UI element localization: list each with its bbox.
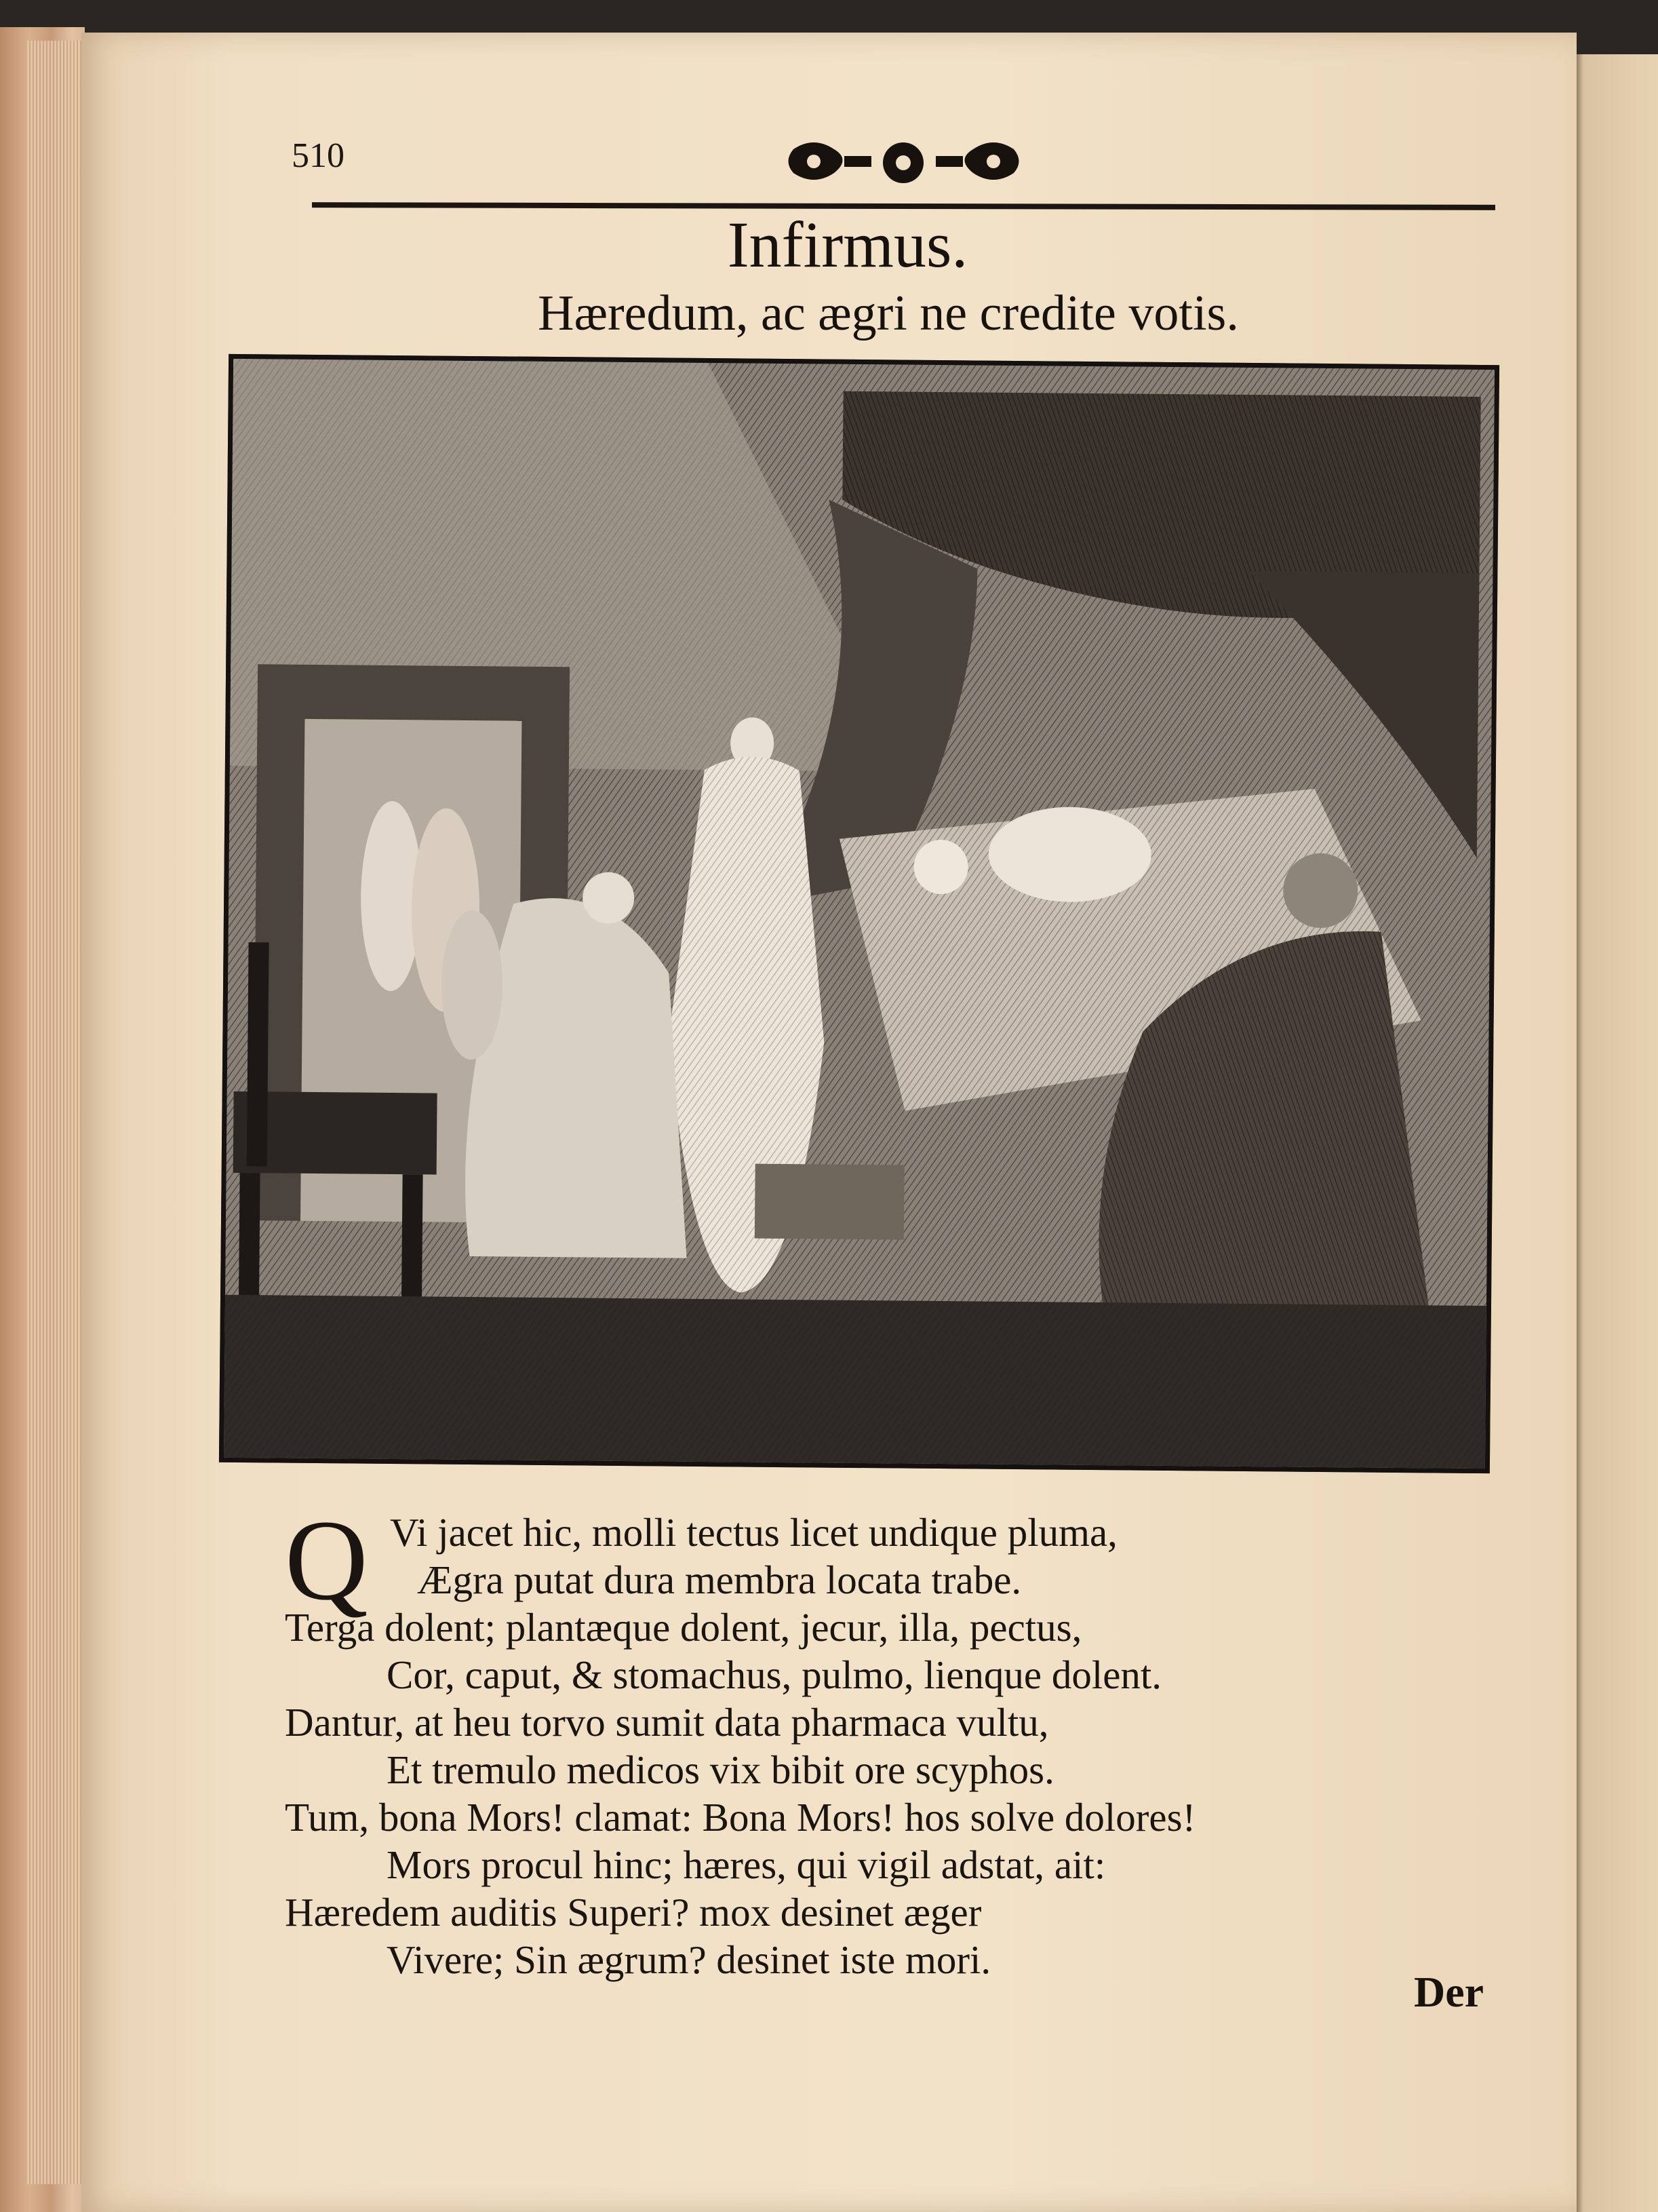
engraving-scene <box>224 359 1495 1469</box>
motto-subtitle: Hæredum, ac ægri ne credite votis. <box>538 286 1239 341</box>
poem-line: Hæredem auditis Superi? mox desinet æger <box>285 1890 982 1935</box>
page-stack-edges <box>27 41 88 2184</box>
poem-line: Cor, caput, & stomachus, pulmo, lienque dolent. <box>387 1652 1162 1697</box>
poem-line: Mors procul hinc; hæres, qui vigil adstat, ait: <box>387 1842 1106 1887</box>
poem-line: Tum, bona Mors! clamat: Bona Mors! hos solve dolores! <box>285 1795 1196 1840</box>
poem-line: Et tremulo medicos vix bibit ore scyphos. <box>387 1747 1054 1792</box>
sickbed-engraving-illustration <box>219 354 1499 1473</box>
facing-page-edge <box>1573 54 1658 2212</box>
fleuron-ornament-icon <box>787 136 1021 190</box>
poem-line: Vi jacet hic, molli tectus licet undique pluma, <box>390 1510 1118 1555</box>
poem-line: Ægra putat dura membra locata trabe. <box>417 1557 1022 1602</box>
drop-cap-initial: Q <box>285 1496 368 1624</box>
page-title: Infirmus. <box>727 208 968 281</box>
poem-line: Terga dolent; plantæque dolent, jecur, illa, pectus, <box>285 1605 1082 1650</box>
poem-line: Vivere; Sin ægrum? desinet iste mori. <box>387 1937 991 1982</box>
catchword: Der <box>1414 1968 1484 2016</box>
page-number: 510 <box>292 136 344 175</box>
poem-line: Dantur, at heu torvo sumit data pharmaca vultu, <box>285 1700 1049 1745</box>
